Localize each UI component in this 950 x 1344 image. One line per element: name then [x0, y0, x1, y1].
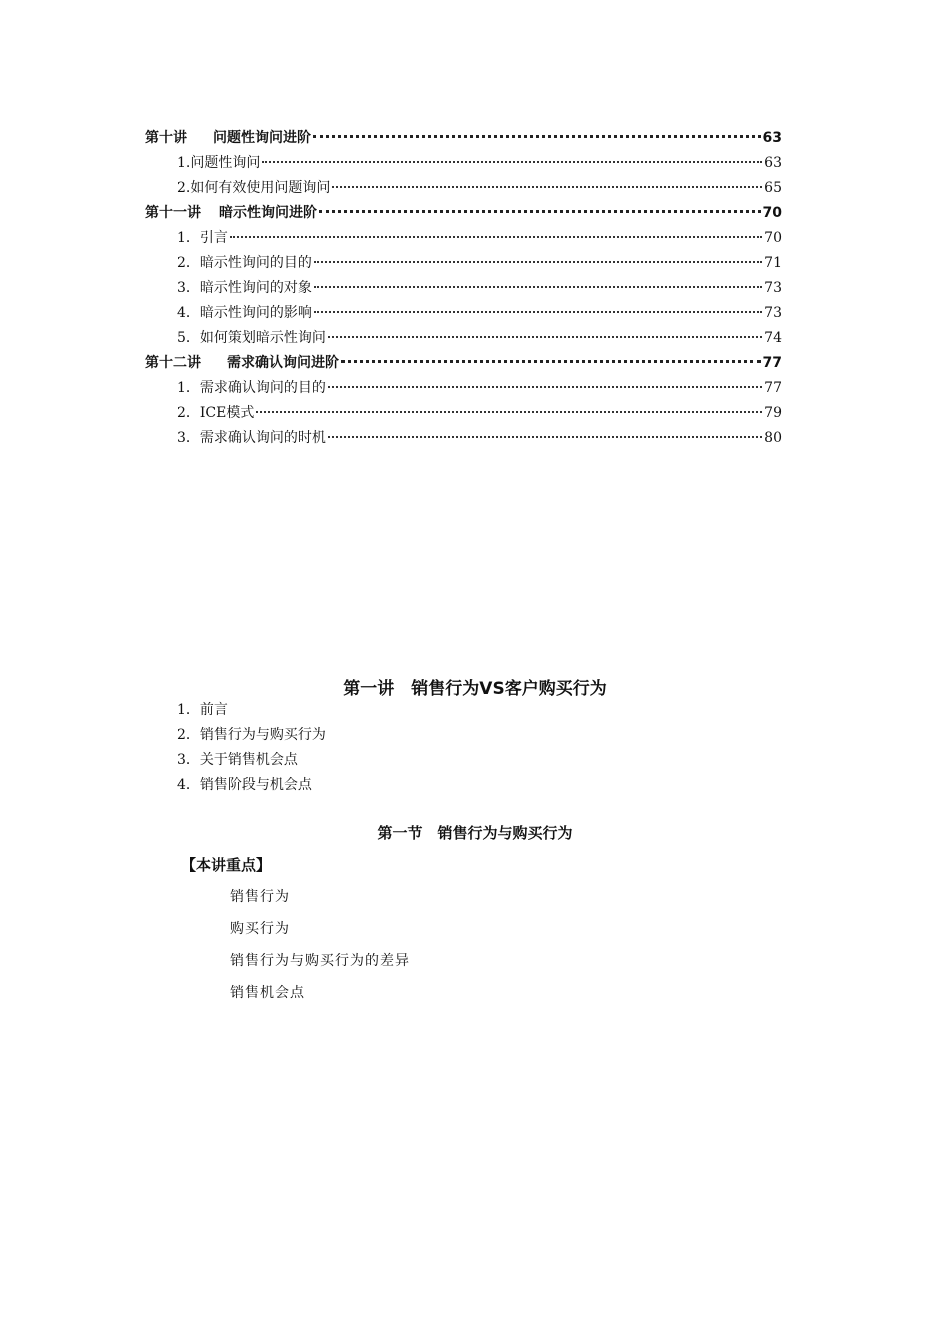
- outline-item: 4．销售阶段与机会点: [177, 777, 312, 793]
- toc-chapter[interactable]: [145, 126, 782, 151]
- toc-leader: [314, 285, 762, 288]
- toc-entry-title: 1．引言: [177, 230, 228, 246]
- toc-entry-title: 2．暗示性询问的目的: [177, 255, 312, 271]
- toc-page-number: 70: [764, 230, 782, 246]
- toc-chapter[interactable]: [145, 351, 782, 376]
- toc-leader: [332, 185, 762, 188]
- keypoint-item: 销售行为与购买行为的差异: [230, 953, 410, 969]
- toc-page-number: 79: [764, 405, 782, 421]
- toc-entry-title: 5．如何策划暗示性询问: [177, 330, 326, 346]
- toc-leader: [328, 435, 762, 438]
- section-title: 第一节 销售行为与购买行为: [377, 824, 573, 842]
- toc-entry[interactable]: [145, 401, 782, 426]
- keypoint-item: 销售行为: [230, 889, 290, 905]
- toc-entry[interactable]: [145, 376, 782, 401]
- outline-item: 1．前言: [177, 702, 228, 718]
- toc-entry[interactable]: [145, 151, 782, 176]
- toc-entry-title: 1.问题性询问: [177, 155, 261, 171]
- keypoints-list: [230, 885, 410, 1013]
- toc-chapter-title: 暗示性询问进阶: [219, 205, 317, 221]
- toc-page-number: 65: [764, 180, 782, 196]
- toc-chapter[interactable]: [145, 201, 782, 226]
- keypoint-item: 销售机会点: [230, 985, 305, 1001]
- toc-entry[interactable]: [145, 251, 782, 276]
- toc-entry[interactable]: [145, 426, 782, 451]
- outline-item: 2．销售行为与购买行为: [177, 727, 326, 743]
- toc-chapter-number: 第十二讲: [145, 355, 201, 371]
- outline-item: 3．关于销售机会点: [177, 752, 298, 768]
- toc-entry[interactable]: [145, 276, 782, 301]
- toc-leader: [328, 385, 762, 388]
- toc-leader: [256, 410, 762, 413]
- lecture-title: 第一讲 销售行为VS客户购买行为: [343, 679, 607, 699]
- toc-chapter-number: 第十一讲: [145, 205, 201, 221]
- toc-entry-title: 1．需求确认询问的目的: [177, 380, 326, 396]
- toc-entry[interactable]: [145, 326, 782, 351]
- toc-page-number: 71: [764, 255, 782, 271]
- toc-leader: [262, 160, 762, 163]
- toc-page-number: 80: [764, 430, 782, 446]
- keypoints-heading: 【本讲重点】: [181, 856, 272, 874]
- toc-entry-title: 4．暗示性询问的影响: [177, 305, 312, 321]
- table-of-contents: [145, 126, 782, 451]
- toc-page-number: 70: [762, 205, 782, 221]
- toc-chapter-title: 需求确认询问进阶: [227, 355, 339, 371]
- toc-leader: [314, 310, 762, 313]
- toc-leader: [341, 359, 761, 363]
- toc-leader: [314, 260, 762, 263]
- toc-entry-title: 3．需求确认询问的时机: [177, 430, 326, 446]
- toc-page-number: 63: [764, 155, 782, 171]
- toc-leader: [313, 134, 761, 138]
- toc-page-number: 77: [762, 355, 782, 371]
- toc-leader: [328, 335, 762, 338]
- toc-entry-title: 2．ICE模式: [177, 405, 255, 421]
- toc-entry[interactable]: [145, 226, 782, 251]
- toc-chapter-number: 第十讲: [145, 130, 187, 146]
- lecture-outline: [177, 698, 326, 798]
- toc-leader: [230, 235, 762, 238]
- toc-page-number: 74: [764, 330, 782, 346]
- toc-page-number: 73: [764, 280, 782, 296]
- keypoint-item: 购买行为: [230, 921, 290, 937]
- toc-chapter-title: 问题性询问进阶: [213, 130, 311, 146]
- toc-entry[interactable]: [145, 176, 782, 201]
- toc-page-number: 77: [764, 380, 782, 396]
- toc-page-number: 63: [762, 130, 782, 146]
- toc-entry[interactable]: [145, 301, 782, 326]
- toc-page-number: 73: [764, 305, 782, 321]
- toc-entry-title: 2.如何有效使用问题询问: [177, 180, 331, 196]
- toc-leader: [319, 209, 761, 213]
- toc-entry-title: 3．暗示性询问的对象: [177, 280, 312, 296]
